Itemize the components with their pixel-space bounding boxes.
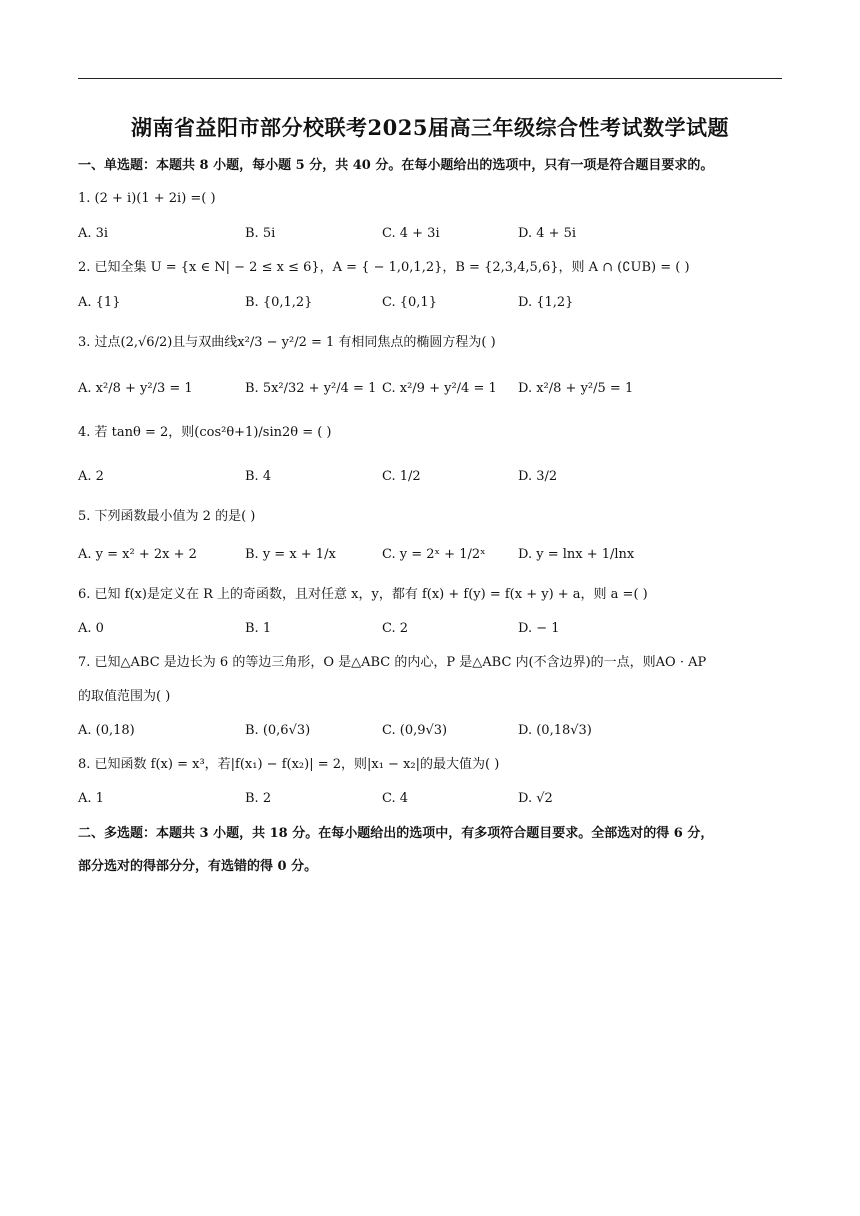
section-single-choice-header: 一、单选题：本题共 8 小题，每小题 5 分，共 40 分。在每小题给出的选项中，只有一项是符合题目要求的。 <box>78 158 714 173</box>
section-multi-choice-header-line1: 二、多选题：本题共 3 小题，共 18 分。在每小题给出的选项中，有多项符合题目要求。全部选对的得 6 分， <box>78 826 714 841</box>
question-8-stem: 8. 已知函数 f(x) = x³，若|f(x₁) − f(x₂)| = 2，则|x₁ − x₂|的最大值为( ) <box>78 757 500 772</box>
question-5-stem: 5. 下列函数最小值为 2 的是( ) <box>78 509 256 524</box>
q8-option-c: C. 4 <box>382 791 409 806</box>
question-4-stem: 4. 若 tanθ = 2，则(cos²θ+1)/sin2θ = ( ) <box>78 425 332 440</box>
q2-option-c: C. {0,1} <box>382 295 437 310</box>
exam-title: 湖南省益阳市部分校联考2025届高三年级综合性考试数学试题 <box>131 115 729 140</box>
question-2-stem: 2. 已知全集 U = {x ∈ N| − 2 ≤ x ≤ 6}，A = { − 1,0,1,2}，B = {2,3,4,5,6}，则 A ∩ (∁UB) = ( ) <box>78 260 690 275</box>
q1-option-c: C. 4 + 3i <box>382 226 440 241</box>
q3-option-d: D. x²/8 + y²/5 = 1 <box>518 381 634 396</box>
q5-option-c: C. y = 2ˣ + 1/2ˣ <box>382 547 486 562</box>
q5-option-b: B. y = x + 1/x <box>245 547 336 562</box>
question-3-stem: 3. 过点(2,√6/2)且与双曲线x²/3 − y²/2 = 1 有相同焦点的椭圆方程为( ) <box>78 335 496 350</box>
q4-option-d: D. 3/2 <box>518 469 558 484</box>
q6-option-b: B. 1 <box>245 621 272 636</box>
q2-option-b: B. {0,1,2} <box>245 295 313 310</box>
q3-option-b: B. 5x²/32 + y²/4 = 1 <box>245 381 377 396</box>
q6-option-d: D. − 1 <box>518 621 560 636</box>
question-1-stem: 1. (2 + i)(1 + 2i) =( ) <box>78 191 216 206</box>
q3-option-a: A. x²/8 + y²/3 = 1 <box>78 381 193 396</box>
q1-option-d: D. 4 + 5i <box>518 226 577 241</box>
q4-option-c: C. 1/2 <box>382 469 421 484</box>
q5-option-d: D. y = lnx + 1/lnx <box>518 547 635 562</box>
q4-option-a: A. 2 <box>78 469 104 484</box>
question-7-stem-line2: 的取值范围为( ) <box>78 689 171 704</box>
q6-option-a: A. 0 <box>78 621 104 636</box>
q7-option-c: C. (0,9√3) <box>382 723 448 738</box>
q1-option-b: B. 5i <box>245 226 276 241</box>
q8-option-a: A. 1 <box>78 791 104 806</box>
top-rule <box>78 78 782 79</box>
q7-option-a: A. (0,18) <box>78 723 135 738</box>
q4-option-b: B. 4 <box>245 469 272 484</box>
q3-option-c: C. x²/9 + y²/4 = 1 <box>382 381 497 396</box>
q8-option-b: B. 2 <box>245 791 272 806</box>
q6-option-c: C. 2 <box>382 621 409 636</box>
question-7-stem-line1: 7. 已知△ABC 是边长为 6 的等边三角形，O 是△ABC 的内心，P 是△ABC 内(不含边界)的一点，则AO · AP <box>78 655 707 670</box>
question-6-stem: 6. 已知 f(x)是定义在 R 上的奇函数，且对任意 x，y，都有 f(x) + f(y) = f(x + y) + a，则 a =( ) <box>78 587 648 602</box>
q8-option-d: D. √2 <box>518 791 553 806</box>
q7-option-b: B. (0,6√3) <box>245 723 311 738</box>
q2-option-a: A. {1} <box>78 295 121 310</box>
section-multi-choice-header-line2: 部分选对的得部分分，有选错的得 0 分。 <box>78 859 318 874</box>
q7-option-d: D. (0,18√3) <box>518 723 592 738</box>
q1-option-a: A. 3i <box>78 226 109 241</box>
q2-option-d: D. {1,2} <box>518 295 574 310</box>
q5-option-a: A. y = x² + 2x + 2 <box>78 547 197 562</box>
